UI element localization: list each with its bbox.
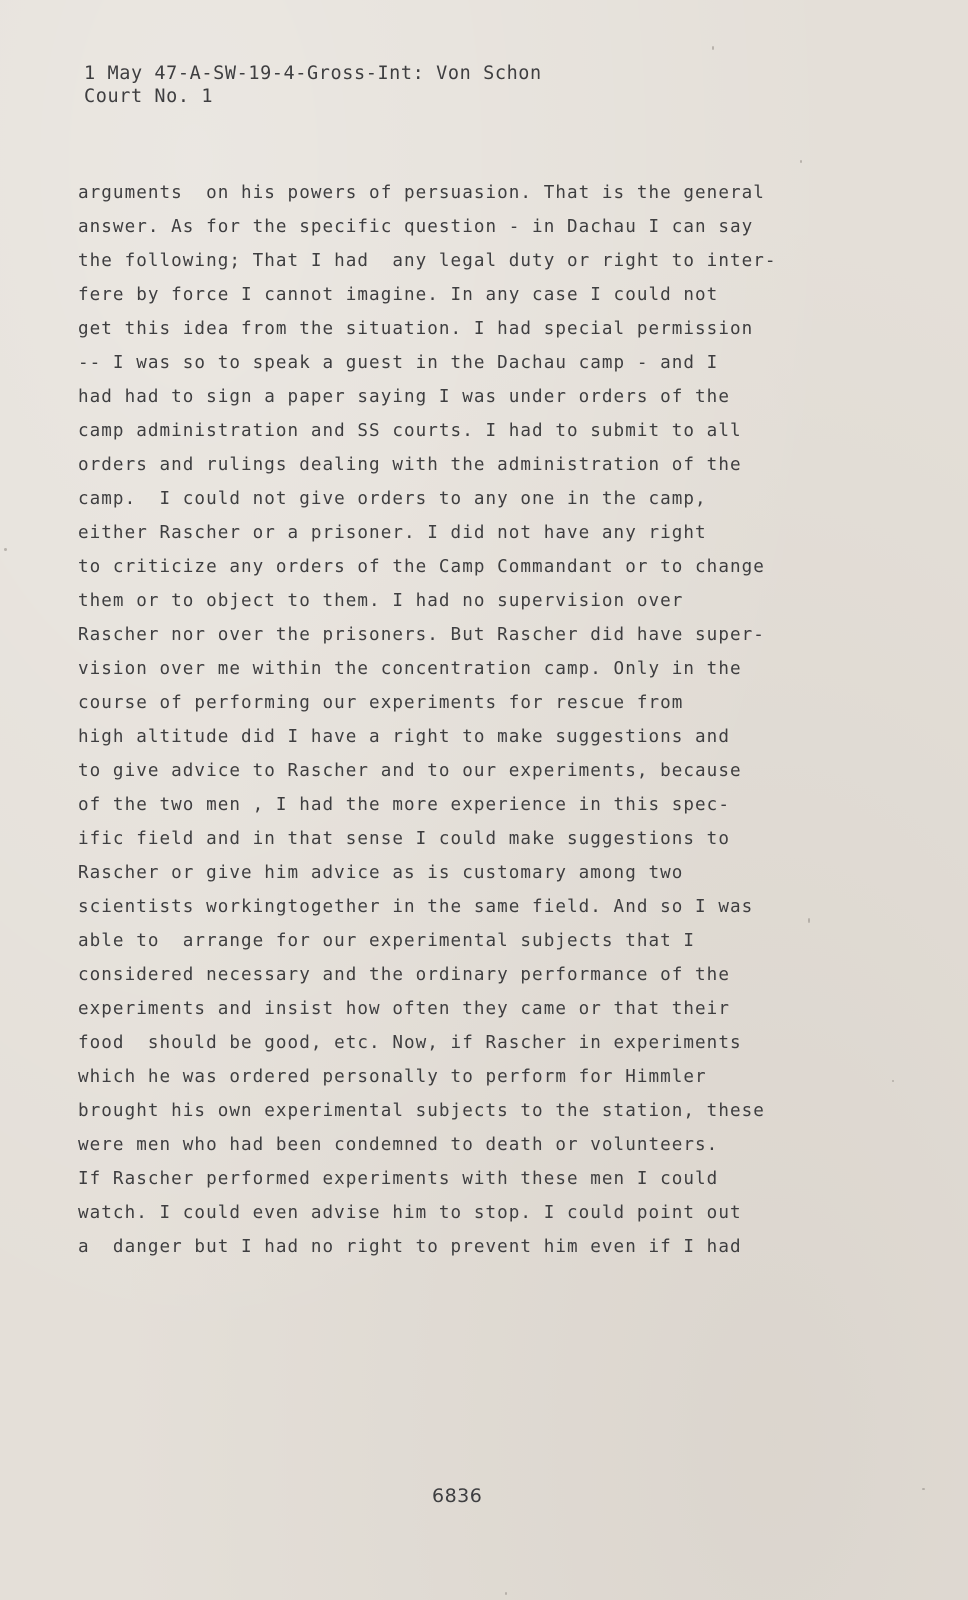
paper-speck: [922, 1488, 925, 1490]
transcript-line: able to arrange for our experimental subjects that I: [78, 931, 696, 951]
transcript-line: ific field and in that sense I could make suggestions to: [78, 829, 730, 849]
transcript-line: answer. As for the specific question - in Dachau I can say: [78, 217, 754, 237]
header-reference-line: 1 May 47-A-SW-19-4-Gross-Int: Von Schon: [84, 63, 542, 84]
header-court-line: Court No. 1: [84, 86, 214, 107]
transcript-line: If Rascher performed experiments with these men I could: [78, 1169, 719, 1189]
transcript-line: vision over me within the concentration camp. Only in the: [78, 659, 742, 679]
transcript-line: arguments on his powers of persuasion. That is the general: [78, 183, 765, 203]
transcript-line: to criticize any orders of the Camp Commandant or to change: [78, 557, 765, 577]
transcript-line: either Rascher or a prisoner. I did not have any right: [78, 523, 707, 543]
paper-speck: [505, 1592, 507, 1595]
paper-speck: [808, 918, 810, 923]
transcript-line: of the two men , I had the more experience in this spec-: [78, 795, 730, 815]
transcript-line: to give advice to Rascher and to our experiments, because: [78, 761, 742, 781]
transcript-line: watch. I could even advise him to stop. I could point out: [78, 1203, 742, 1223]
transcript-line: experiments and insist how often they came or that their: [78, 999, 730, 1019]
paper-speck: [800, 160, 802, 163]
transcript-line: get this idea from the situation. I had special permission: [78, 319, 754, 339]
transcript-line: camp. I could not give orders to any one in the camp,: [78, 489, 707, 509]
transcript-line: course of performing our experiments for rescue from: [78, 693, 684, 713]
transcript-line: scientists workingtogether in the same field. And so I was: [78, 897, 754, 917]
transcript-line: considered necessary and the ordinary performance of the: [78, 965, 730, 985]
transcript-line: which he was ordered personally to perform for Himmler: [78, 1067, 707, 1087]
transcript-line: food should be good, etc. Now, if Rascher in experiments: [78, 1033, 742, 1053]
transcript-line: camp administration and SS courts. I had to submit to all: [78, 421, 742, 441]
paper-speck: [712, 46, 714, 50]
transcript-line: Rascher nor over the prisoners. But Rascher did have super-: [78, 625, 765, 645]
transcript-line: the following; That I had any legal duty or right to inter-: [78, 251, 777, 271]
transcript-line: Rascher or give him advice as is customary among two: [78, 863, 684, 883]
transcript-line: were men who had been condemned to death or volunteers.: [78, 1135, 719, 1155]
document-header: [84, 62, 542, 108]
transcript-line: orders and rulings dealing with the administration of the: [78, 455, 742, 475]
paper-speck: [892, 1080, 894, 1082]
paper-speck: [4, 548, 7, 551]
transcript-line: -- I was so to speak a guest in the Dachau camp - and I: [78, 353, 719, 373]
transcript-line: had had to sign a paper saying I was under orders of the: [78, 387, 730, 407]
page-number: 6836: [432, 1485, 483, 1507]
transcript-line: a danger but I had no right to prevent him even if I had: [78, 1237, 742, 1257]
transcript-body: [78, 176, 938, 1264]
transcript-line: high altitude did I have a right to make suggestions and: [78, 727, 730, 747]
transcript-line: them or to object to them. I had no supervision over: [78, 591, 684, 611]
transcript-line: brought his own experimental subjects to the station, these: [78, 1101, 765, 1121]
transcript-line: fere by force I cannot imagine. In any case I could not: [78, 285, 719, 305]
